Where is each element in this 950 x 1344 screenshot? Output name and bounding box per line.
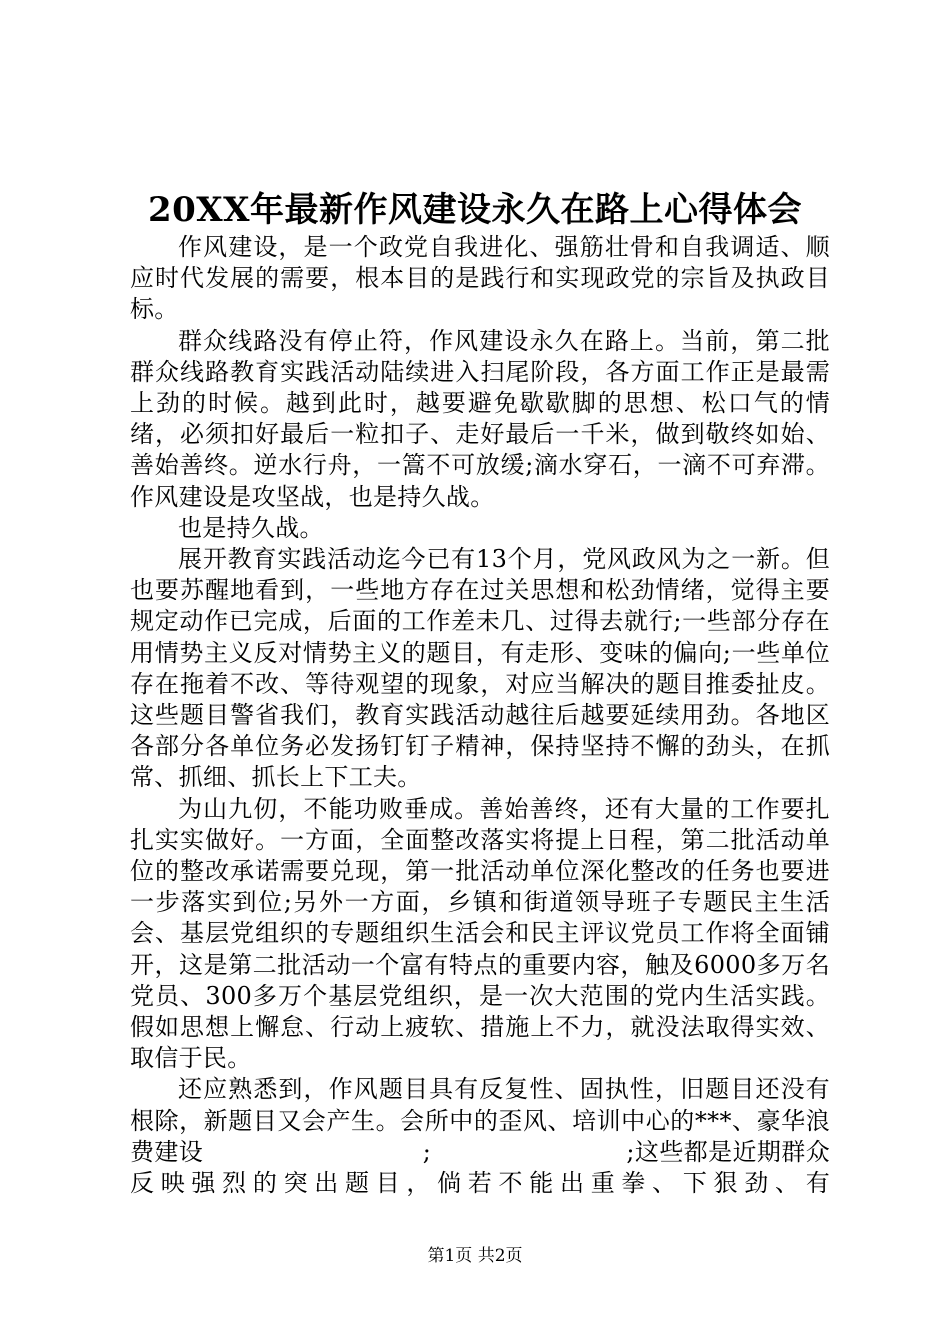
paragraph-2: 群众线路没有停止符，作风建设永久在路上。当前，第二批群众线路教育实践活动陆续进入扫尾阶段，各方面工作正是最需上劲的时候。越到此时，越要避免歇歇脚的思想、松口气的情绪，必须扣好最后一粒扣子、走好最后一千米，做到敬终如始、善始善终。逆水行舟，一篙不可放缓;滴水穿石，一滴不可弃滞。作风建设是攻坚战，也是持久战。 [130,326,830,511]
paragraph-4: 展开教育实践活动迄今已有13个月，党风政风为之一新。但也要苏醒地看到，一些地方存在过关思想和松劲情绪，觉得主要规定动作已完成，后面的工作差未几、过得去就行;一些部分存在用情势主义反对情势主义的题目，有走形、变味的偏向;一些单位存在拖着不改、等待观望的现象，对应当解决的题目推委扯皮。这些题目警省我们，教育实践活动越往后越要延续用劲。各地区各部分各单位务必发扬钉钉子精神，保持坚持不懈的劲头，在抓常、抓细、抓长上下工夫。 [130,545,830,792]
paragraph-5: 为山九仞，不能功败垂成。善始善终，还有大量的工作要扎扎实实做好。一方面，全面整改落实将提上日程，第二批活动单位的整改承诺需要兑现，第一批活动单位深化整改的任务也要进一步落实到位;另外一方面，乡镇和街道领导班子专题民主生活会、基层党组织的专题组织生活会和民主评议党员工作将全面铺开，这是第二批活动一个富有特点的重要内容，触及6000多万名党员、300多万个基层党组织，是一次大范围的党内生活实践。假如思想上懈怠、行动上疲软、措施上不力，就没法取得实效、取信于民。 [130,794,830,1073]
paragraph-6: 还应熟悉到，作风题目具有反复性、固执性，旧题目还没有根除，新题目又会产生。会所中的歪风、培训中心的***、豪华浪费建设 ; ;这些都是近期群众反映强烈的突出题目，倘若不能出重拳、下狠劲、有 [130,1075,830,1198]
page-number-footer: 第1页 共2页 [427,1246,523,1266]
document-title: 20XX年最新作风建设永久在路上心得体会 [147,190,803,230]
paragraph-3: 也是持久战。 [178,513,324,542]
paragraph-1: 作风建设，是一个政党自我进化、强筋壮骨和自我调适、顺应时代发展的需要，根本目的是践行和实现政党的宗旨及执政目标。 [130,233,830,324]
document-body [130,232,830,1199]
